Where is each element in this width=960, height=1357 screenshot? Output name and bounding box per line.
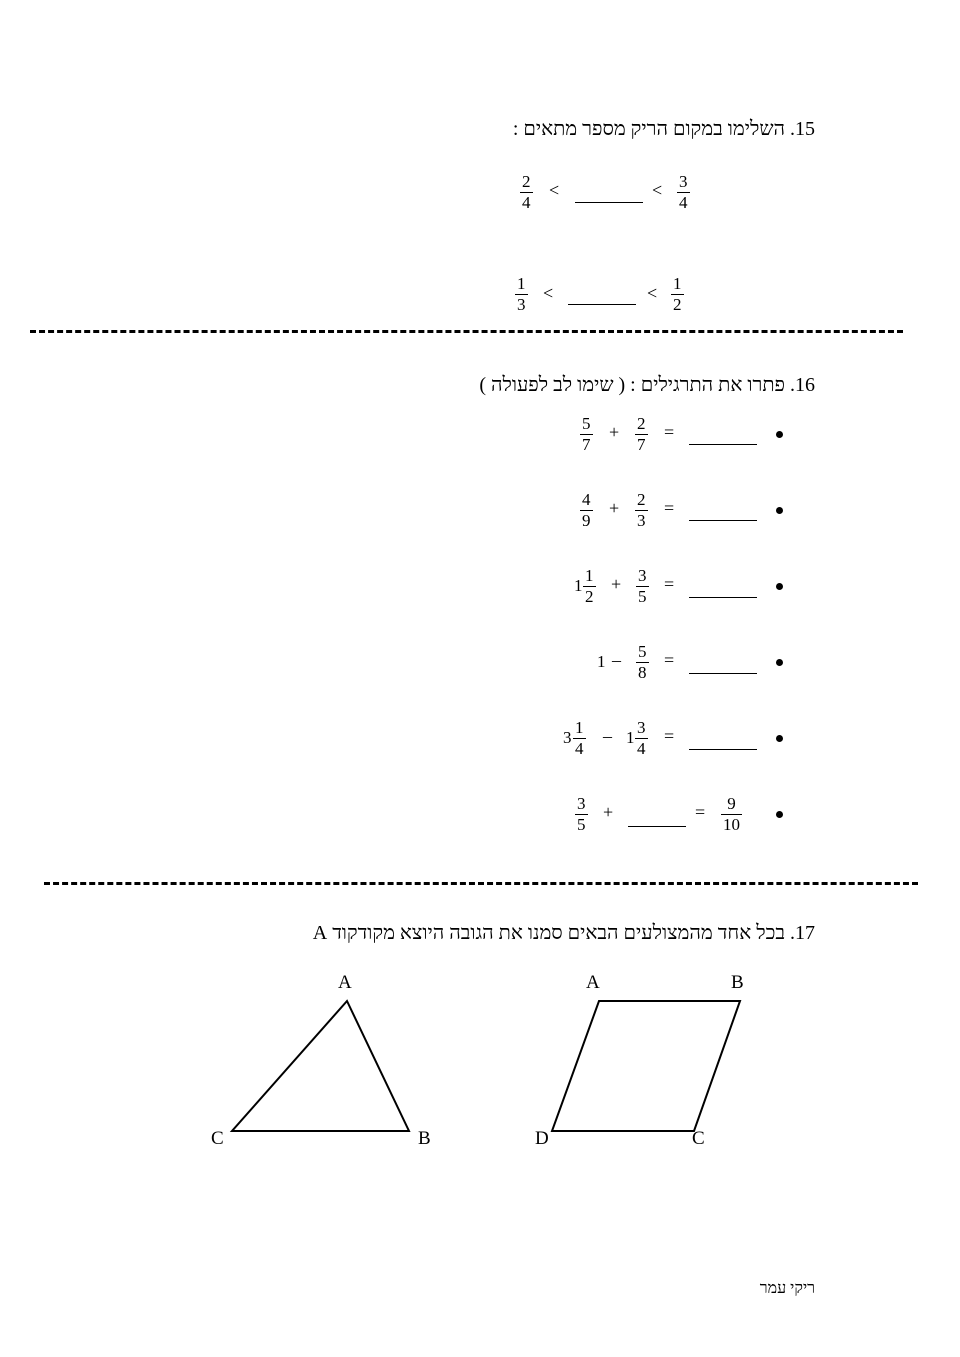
q16-title: 16. פתרו את התרגילים : ( שימו לב לפעולה ) [479,374,815,396]
parallelogram-vertex-a-label: A [586,972,600,993]
denominator: 3 [517,295,526,314]
denominator: 4 [522,193,531,212]
numerator: 3 [679,172,688,191]
denominator: 5 [638,587,647,606]
ex5-whole-number-a: 3 [563,728,572,747]
numerator: 1 [517,274,526,293]
plus-sign: + [609,422,620,442]
denominator: 2 [585,587,594,606]
denominator: 8 [638,663,647,682]
q17-title-vertex: A [312,922,328,944]
denominator: 4 [575,739,584,758]
denominator: 9 [582,511,591,530]
parallelogram-shape[interactable] [552,1001,740,1131]
less-than-sign: < [549,180,560,200]
numerator: 1 [575,718,584,737]
denominator: 2 [673,295,682,314]
numerator: 2 [637,490,646,509]
denominator: 3 [637,511,646,530]
equals-sign: = [664,422,675,442]
ex5-whole-number-b: 1 [626,728,635,747]
numerator: 9 [727,794,736,813]
equals-sign: = [695,802,706,822]
minus-sign: – [603,726,612,746]
plus-sign: + [611,574,622,594]
author-footer: ריקי עמר [759,1280,815,1297]
q17-title-text: 17. בכל אחד מהמצולעים הבאים סמנו את הגובה היוצא מקודקוד [332,922,815,944]
equals-sign: = [664,650,675,670]
numerator: 1 [673,274,682,293]
less-than-sign: < [647,283,658,303]
less-than-sign: < [652,180,663,200]
denominator: 10 [723,815,740,834]
triangle-vertex-c-label: C [211,1128,224,1149]
ex3-whole-number: 1 [574,576,583,595]
equals-sign: = [664,498,675,518]
minus-sign: – [612,650,621,670]
plus-sign: + [609,498,620,518]
equals-sign: = [664,726,675,746]
denominator: 7 [582,435,591,454]
denominator: 7 [637,435,646,454]
q15-title: 15. השלימו במקום הריק מספר מתאים : [512,118,815,140]
numerator: 2 [522,172,531,191]
denominator: 5 [577,815,586,834]
parallelogram-vertex-b-label: B [731,972,744,993]
plus-sign: + [603,802,614,822]
equals-sign: = [664,574,675,594]
numerator: 3 [638,566,647,585]
less-than-sign: < [543,283,554,303]
triangle-vertex-b-label: B [418,1128,431,1149]
parallelogram-vertex-d-label: D [535,1128,549,1149]
denominator: 4 [637,739,646,758]
numerator: 5 [638,642,647,661]
numerator: 4 [582,490,591,509]
parallelogram-vertex-c-label: C [692,1128,705,1149]
numerator: 2 [637,414,646,433]
triangle-vertex-a-label: A [338,972,352,993]
denominator: 4 [679,193,688,212]
ex4-whole-number: 1 [597,652,606,671]
numerator: 1 [585,566,594,585]
numerator: 3 [577,794,586,813]
numerator: 5 [582,414,591,433]
numerator: 3 [637,718,646,737]
triangle-shape[interactable] [232,1001,409,1131]
